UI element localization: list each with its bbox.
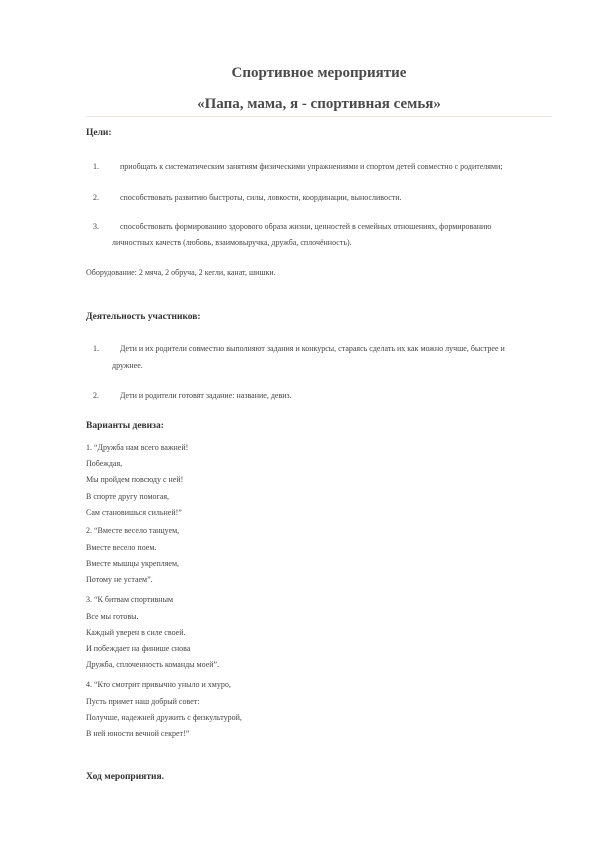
goals-heading: Цели: — [86, 128, 112, 138]
motto-line: 2. “Вместе весело танцуем, — [86, 526, 180, 535]
motto-line: Вместе весело поем. — [86, 543, 157, 552]
event-subtitle: «Папа, мама, я - спортивная семья» — [197, 96, 441, 112]
goals-item-3-text-continued: личностных качеств (любовь, взаимовыручка, дружба, сплочённость). — [112, 238, 352, 247]
motto-line: Дружба, сплоченность команды моей”. — [86, 660, 220, 669]
motto-line: В ней юности вечной секрет!” — [86, 729, 190, 738]
activity-item-1-number: 1. — [93, 344, 99, 353]
activity-item-1-text: Дети и их родители совместно выполняют задания и конкурсы, стараясь сделать их как можно лучше, быстрее и — [120, 344, 505, 353]
motto-line: Каждый уверен в силе своей. — [86, 628, 186, 637]
motto-line: В спорте другу помогая, — [86, 492, 170, 501]
motto-line: Вместе мышцы укрепляем, — [86, 559, 180, 568]
activity-heading: Деятельность участников: — [86, 312, 201, 322]
event-progress-heading: Ход мероприятия. — [86, 772, 164, 782]
activity-item-1-text-continued: дружнее. — [112, 361, 143, 370]
goals-item-1-number: 1. — [93, 162, 99, 171]
motto-line: 3. “К битвам спортивным — [86, 595, 174, 604]
goals-item-1-text: приобщать к систематическим занятиям физическими упражнениями и спортом детей совместно с родителями; — [120, 162, 503, 171]
goals-item-3-text: способствовать формированию здорового образа жизни, ценностей в семейных отношениях, формированию — [120, 222, 492, 231]
title-divider — [86, 116, 552, 117]
motto-line: И побеждает на финише снова — [86, 644, 191, 653]
motto-line: 1. “Дружба нам всего важней! — [86, 443, 189, 452]
motto-line: Получше, надежней дружить с физкультурой, — [86, 713, 242, 722]
motto-line: Потому не устаем”. — [86, 575, 153, 584]
equipment-text: Оборудование: 2 мяча, 2 обруча, 2 кегли, канат, шишки. — [86, 268, 276, 277]
motto-line: Пусть примет наш добрый совет: — [86, 697, 200, 706]
motto-line: 4. “Кто смотрит привычно уныло и хмуро, — [86, 680, 231, 689]
goals-item-2-text: способствовать развитию быстроты, силы, ловкости, координации, выносливости. — [120, 193, 402, 202]
motto-line: Мы пройдем повсюду с ней! — [86, 475, 184, 484]
motto-line: Все мы готовы. — [86, 612, 139, 621]
motto-line: Сам становишься сильней!” — [86, 508, 182, 517]
event-title: Спортивное мероприятие — [231, 65, 407, 81]
goals-item-3-number: 3. — [93, 222, 99, 231]
activity-item-2-text: Дети и родители готовят задание: название, девиз. — [120, 391, 292, 400]
motto-line: Побеждая, — [86, 459, 123, 468]
mottos-heading: Варианты девиза: — [86, 421, 164, 431]
activity-item-2-number: 2. — [93, 391, 99, 400]
goals-item-2-number: 2. — [93, 193, 99, 202]
